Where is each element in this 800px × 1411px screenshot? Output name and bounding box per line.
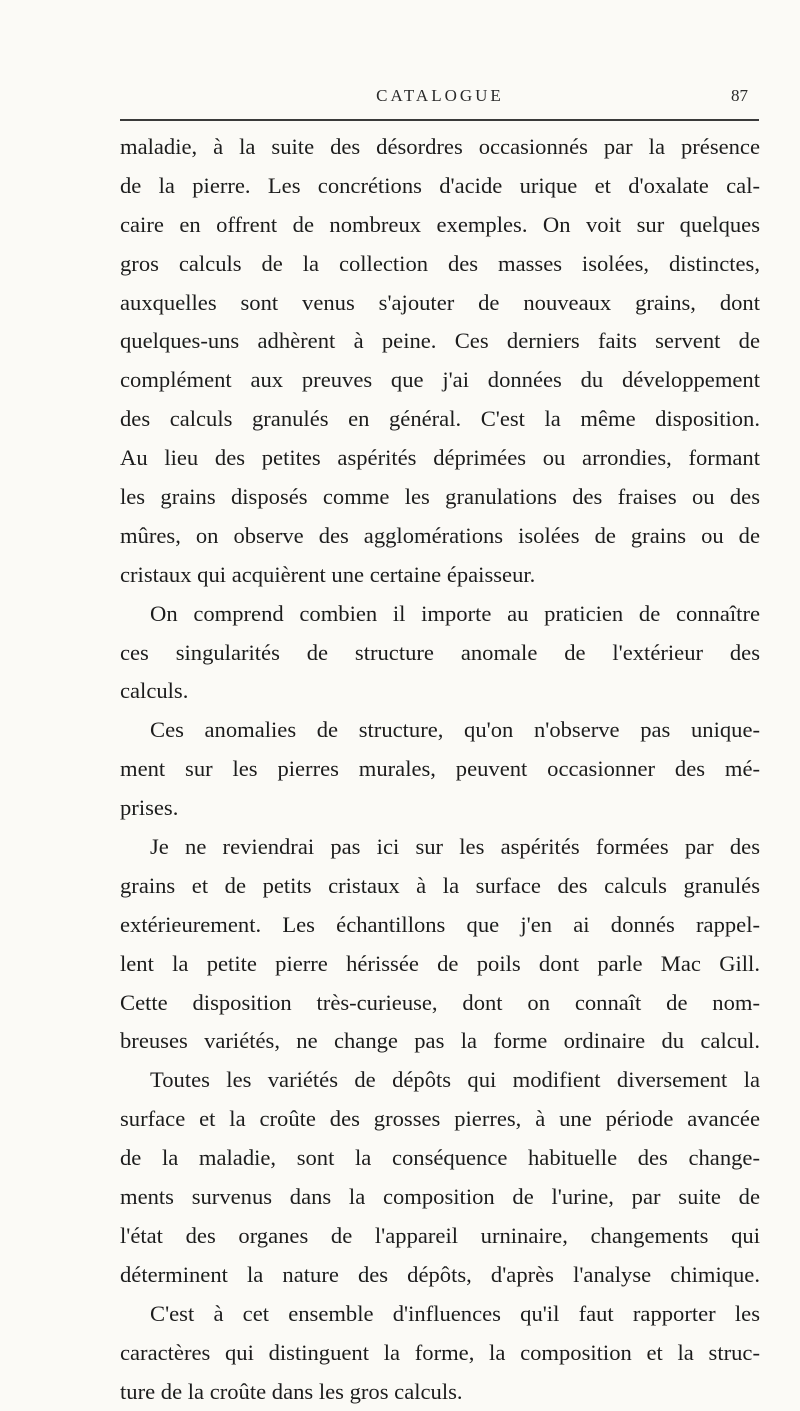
header-rule	[120, 119, 759, 121]
body-text	[120, 128, 760, 1411]
text-line: auxquelles sont venus s'ajouter de nouveaux grains, dont	[120, 284, 760, 323]
text-line: ture de la croûte dans les gros calculs.	[120, 1373, 760, 1411]
running-title: CATALOGUE	[120, 86, 760, 106]
text-line: gros calculs de la collection des masses isolées, distinctes,	[120, 245, 760, 284]
text-line: cristaux qui acquièrent une certaine épaisseur.	[120, 556, 760, 595]
text-line: caire en offrent de nombreux exemples. On voit sur quelques	[120, 206, 760, 245]
text-line: ment sur les pierres murales, peuvent occasionner des mé-	[120, 750, 760, 789]
text-line: breuses variétés, ne change pas la forme ordinaire du calcul.	[120, 1022, 760, 1061]
text-line: mûres, on observe des agglomérations isolées de grains ou de	[120, 517, 760, 556]
text-line: de la pierre. Les concrétions d'acide urique et d'oxalate cal-	[120, 167, 760, 206]
text-line: maladie, à la suite des désordres occasionnés par la présence	[120, 128, 760, 167]
text-line: grains et de petits cristaux à la surface des calculs granulés	[120, 867, 760, 906]
text-line: extérieurement. Les échantillons que j'en ai donnés rappel-	[120, 906, 760, 945]
text-line: On comprend combien il importe au praticien de connaître	[120, 595, 760, 634]
text-line: C'est à cet ensemble d'influences qu'il faut rapporter les	[120, 1295, 760, 1334]
text-line: Cette disposition très-curieuse, dont on connaît de nom-	[120, 984, 760, 1023]
text-line: Toutes les variétés de dépôts qui modifient diversement la	[120, 1061, 760, 1100]
text-line: calculs.	[120, 672, 760, 711]
text-line: des calculs granulés en général. C'est la même disposition.	[120, 400, 760, 439]
page-number: 87	[731, 86, 748, 106]
text-line: complément aux preuves que j'ai données du développement	[120, 361, 760, 400]
text-line: surface et la croûte des grosses pierres, à une période avancée	[120, 1100, 760, 1139]
text-line: ments survenus dans la composition de l'urine, par suite de	[120, 1178, 760, 1217]
text-line: Au lieu des petites aspérités déprimées ou arrondies, formant	[120, 439, 760, 478]
text-line: de la maladie, sont la conséquence habituelle des change-	[120, 1139, 760, 1178]
text-line: Je ne reviendrai pas ici sur les aspérités formées par des	[120, 828, 760, 867]
text-line: les grains disposés comme les granulations des fraises ou des	[120, 478, 760, 517]
text-line: déterminent la nature des dépôts, d'après l'analyse chimique.	[120, 1256, 760, 1295]
text-line: caractères qui distinguent la forme, la composition et la struc-	[120, 1334, 760, 1373]
text-line: l'état des organes de l'appareil urninaire, changements qui	[120, 1217, 760, 1256]
text-line: lent la petite pierre hérissée de poils dont parle Mac Gill.	[120, 945, 760, 984]
text-line: Ces anomalies de structure, qu'on n'observe pas unique-	[120, 711, 760, 750]
text-line: quelques-uns adhèrent à peine. Ces derniers faits servent de	[120, 322, 760, 361]
text-line: ces singularités de structure anomale de l'extérieur des	[120, 634, 760, 673]
running-head	[120, 86, 760, 110]
text-line: prises.	[120, 789, 760, 828]
